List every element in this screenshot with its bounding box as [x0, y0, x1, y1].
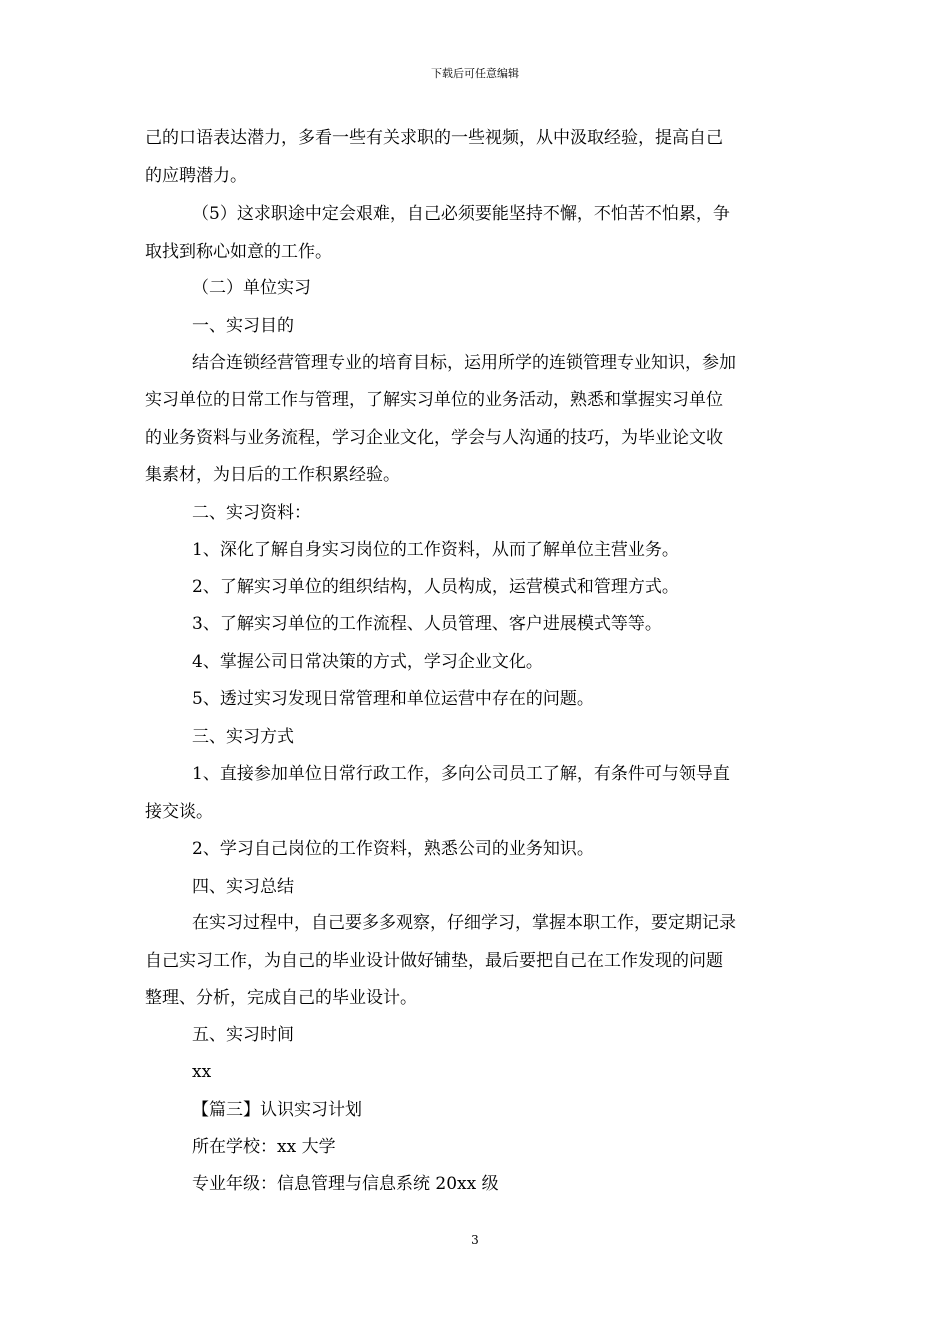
text-line: 的业务资料与业务流程，学习企业文化，学会与人沟通的技巧，为毕业论文收 [145, 428, 723, 448]
text-line: xx [192, 1062, 212, 1082]
section-heading: 四、实习总结 [192, 877, 294, 897]
text-line: 接交谈。 [145, 802, 213, 822]
text-line: 实习单位的日常工作与管理，了解实习单位的业务活动，熟悉和掌握实习单位 [145, 390, 723, 410]
section-heading: 一、实习目的 [192, 316, 294, 336]
text-line: 专业年级：信息管理与信息系统 20xx 级 [192, 1174, 499, 1194]
list-item: 5、透过实习发现日常管理和单位运营中存在的问题。 [192, 689, 594, 709]
page-header: 下载后可任意编辑 [431, 67, 519, 80]
list-item: 2、学习自己岗位的工作资料，熟悉公司的业务知识。 [192, 839, 594, 859]
list-item: 1、深化了解自身实习岗位的工作资料，从而了解单位主营业务。 [192, 540, 679, 560]
list-item: 3、了解实习单位的工作流程、人员管理、客户进展模式等等。 [192, 614, 662, 634]
text-line: 的应聘潜力。 [145, 166, 247, 186]
text-line: 自己实习工作，为自己的毕业设计做好铺垫，最后要把自己在工作发现的问题 [145, 951, 723, 971]
list-item: 1、直接参加单位日常行政工作，多向公司员工了解，有条件可与领导直 [192, 764, 730, 784]
text-line: （5）这求职途中定会艰难，自己必须要能坚持不懈，不怕苦不怕累，争 [192, 204, 730, 224]
text-line: 所在学校：xx 大学 [192, 1137, 336, 1157]
text-line: 结合连锁经营管理专业的培育目标，运用所学的连锁管理专业知识，参加 [192, 353, 736, 373]
section-heading: 五、实习时间 [192, 1025, 294, 1045]
section-heading: 三、实习方式 [192, 727, 294, 747]
text-line: 集素材，为日后的工作积累经验。 [145, 465, 400, 485]
list-item: 2、了解实习单位的组织结构，人员构成，运营模式和管理方式。 [192, 577, 679, 597]
page-number: 3 [471, 1233, 479, 1247]
section-heading: 【篇三】认识实习计划 [192, 1100, 362, 1120]
text-line: 在实习过程中，自己要多多观察，仔细学习，掌握本职工作，要定期记录 [192, 913, 736, 933]
text-line: 整理、分析，完成自己的毕业设计。 [145, 988, 417, 1008]
section-heading: （二）单位实习 [192, 278, 311, 298]
text-line: 己的口语表达潜力，多看一些有关求职的一些视频，从中汲取经验，提高自己 [145, 128, 723, 148]
text-line: 取找到称心如意的工作。 [145, 242, 332, 262]
section-heading: 二、实习资料： [192, 503, 311, 523]
list-item: 4、掌握公司日常决策的方式，学习企业文化。 [192, 652, 543, 672]
